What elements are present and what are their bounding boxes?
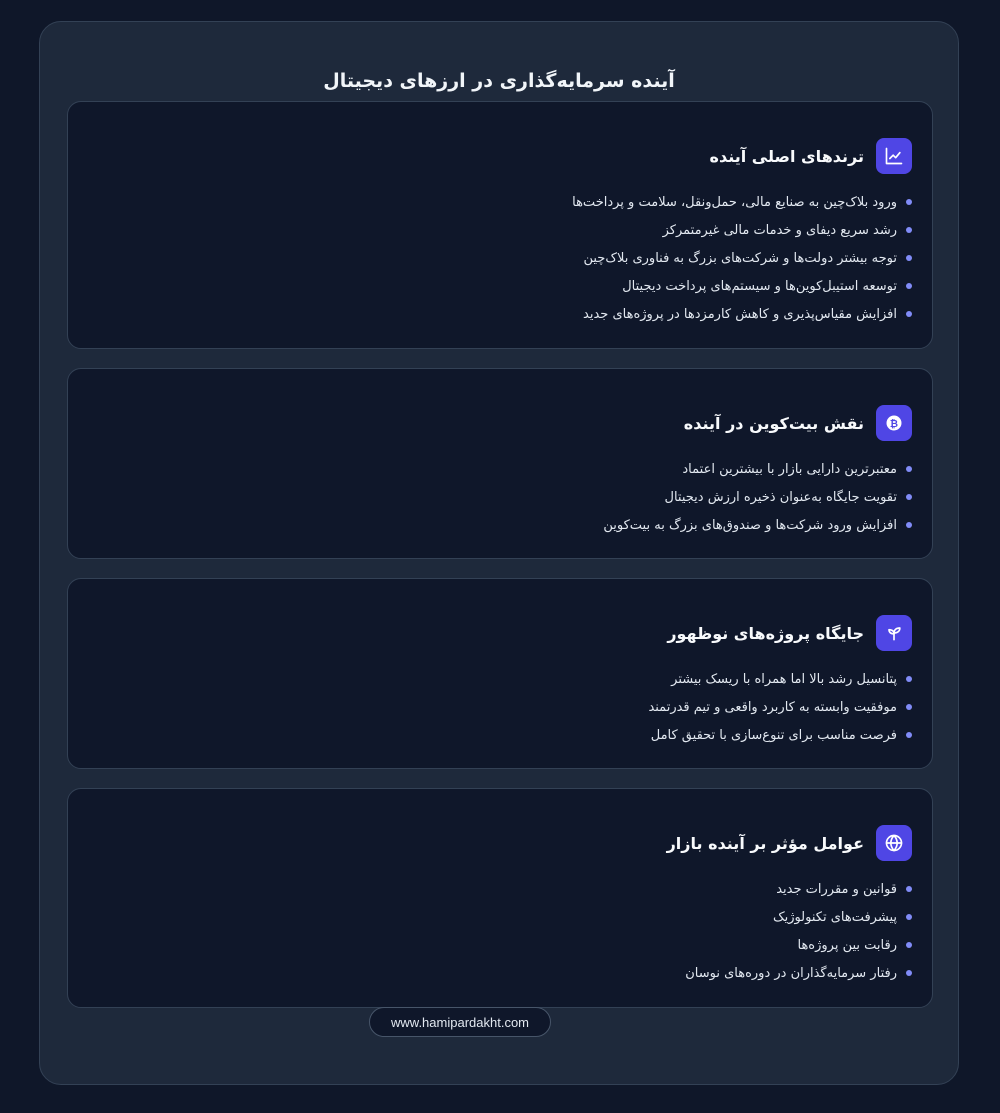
bullet-dot — [906, 311, 912, 317]
list-item — [685, 903, 912, 931]
list-item-text: تقویت جایگاه به‌عنوان ذخیره ارزش دیجیتال — [664, 489, 897, 505]
section-title: جایگاه پروژه‌های نوظهور — [667, 623, 864, 643]
bullet-list — [603, 455, 912, 539]
list-item-text: معتبرترین دارایی بازار با بیشترین اعتماد — [682, 461, 897, 477]
website-link[interactable]: www.hamipardakht.com — [369, 1007, 551, 1037]
list-item-text: توجه بیشتر دولت‌ها و شرکت‌های بزرگ به فناوری بلاک‌چین — [583, 250, 897, 266]
bullet-dot — [906, 466, 912, 472]
svg-text:₿: ₿ — [889, 418, 899, 430]
list-item — [685, 959, 912, 987]
bullet-dot — [906, 732, 912, 738]
section-card-future-trends — [67, 101, 933, 349]
list-item-text: توسعه استیبل‌کوین‌ها و سیستم‌های پرداخت دیجیتال — [622, 278, 897, 294]
bullet-list — [685, 875, 912, 987]
list-item-text: فرصت مناسب برای تنوع‌سازی با تحقیق کامل — [650, 727, 897, 743]
main-panel — [39, 21, 959, 1085]
bitcoin-icon — [876, 405, 912, 441]
page-title: آینده سرمایه‌گذاری در ارزهای دیجیتال — [323, 70, 675, 92]
list-item-text: رقابت بین پروژه‌ها — [797, 937, 897, 953]
section-title: نقش بیت‌کوین در آینده — [683, 413, 864, 433]
list-item-text: افزایش ورود شرکت‌ها و صندوق‌های بزرگ به بیت‌کوین — [603, 517, 897, 533]
list-item — [648, 693, 912, 721]
list-item — [572, 300, 912, 328]
section-card-market-factors — [67, 788, 933, 1008]
bullet-dot — [906, 494, 912, 500]
bullet-dot — [906, 886, 912, 892]
bullet-dot — [906, 676, 912, 682]
bullet-dot — [906, 522, 912, 528]
bullet-dot — [906, 914, 912, 920]
list-item — [685, 931, 912, 959]
list-item-text: ورود بلاک‌چین به صنایع مالی، حمل‌ونقل، سلامت و پرداخت‌ها — [572, 194, 897, 210]
list-item — [603, 483, 912, 511]
bullet-dot — [906, 970, 912, 976]
section-title: ترندهای اصلی آینده — [709, 146, 864, 166]
list-item — [685, 875, 912, 903]
list-item-text: موفقیت وابسته به کاربرد واقعی و تیم قدرتمند — [648, 699, 897, 715]
list-item — [572, 188, 912, 216]
globe-icon — [876, 825, 912, 861]
bullet-dot — [906, 704, 912, 710]
list-item — [648, 721, 912, 749]
chart-line-icon — [876, 138, 912, 174]
list-item — [648, 665, 912, 693]
list-item — [603, 511, 912, 539]
section-card-emerging-projects — [67, 578, 933, 769]
section-header — [667, 615, 912, 651]
bullet-dot — [906, 199, 912, 205]
section-header — [684, 405, 912, 441]
bullet-list — [648, 665, 912, 749]
sprout-icon — [876, 615, 912, 651]
bullet-dot — [906, 942, 912, 948]
section-title: عوامل مؤثر بر آینده بازار — [666, 833, 864, 853]
section-header — [710, 138, 913, 174]
list-item-text: رشد سریع دیفای و خدمات مالی غیرمتمرکز — [662, 222, 897, 238]
list-item — [572, 272, 912, 300]
bullet-dot — [906, 283, 912, 289]
bullet-dot — [906, 227, 912, 233]
list-item — [572, 216, 912, 244]
list-item-text: پتانسیل رشد بالا اما همراه با ریسک بیشتر — [671, 671, 897, 687]
section-card-bitcoin-role — [67, 368, 933, 559]
list-item-text: افزایش مقیاس‌پذیری و کاهش کارمزدها در پروژه‌های جدید — [583, 306, 897, 322]
list-item-text: رفتار سرمایه‌گذاران در دوره‌های نوسان — [685, 965, 897, 981]
bullet-list — [572, 188, 912, 328]
list-item-text: قوانین و مقررات جدید — [776, 881, 897, 897]
list-item-text: پیشرفت‌های تکنولوژیک — [772, 909, 897, 925]
section-header — [667, 825, 912, 861]
list-item — [603, 455, 912, 483]
bullet-dot — [906, 255, 912, 261]
list-item — [572, 244, 912, 272]
